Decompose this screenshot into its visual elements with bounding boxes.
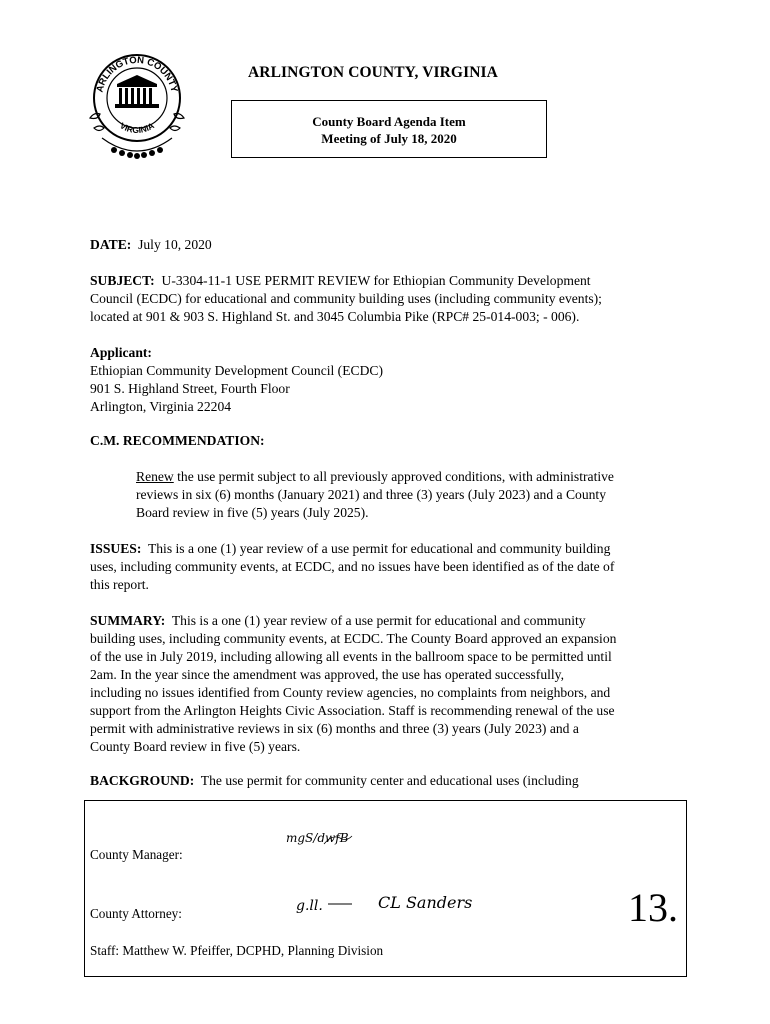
applicant-section: [90, 344, 682, 416]
summary-label: SUMMARY:: [90, 613, 166, 628]
summary-line: County Board review in five (5) years.: [90, 739, 301, 754]
date-label: DATE:: [90, 237, 132, 252]
date-value: July 10, 2020: [138, 237, 212, 252]
agenda-item-title: County Board Agenda Item: [312, 114, 466, 129]
svg-text:ARLINGTON COUNTY: ARLINGTON COUNTY: [94, 54, 180, 94]
subject-line: located at 901 & 903 S. Highland St. and 3045 Columbia Pike (RPC# 25-014-003; - 006).: [90, 309, 580, 324]
subject-label: SUBJECT:: [90, 273, 155, 288]
county-attorney-initials-signature: [294, 890, 356, 920]
recommendation-line: reviews in six (6) months (January 2021) and three (3) years (July 2023) and a County: [136, 487, 607, 502]
issues-line: this report.: [90, 577, 149, 592]
issues-line: This is a one (1) year review of a use permit for educational and community building: [147, 541, 611, 556]
date-line: [90, 236, 682, 254]
issues-label: ISSUES:: [90, 541, 142, 556]
issues-line: uses, including community events, at ECDC, and no issues have been identified as of the date of: [90, 559, 615, 574]
staff-line: Staff: Matthew W. Pfeiffer, DCPHD, Planning Division: [90, 943, 384, 958]
recommendation-label: C.M. RECOMMENDATION:: [90, 433, 265, 448]
summary-line: including no issues identified from County review agencies, no complaints from neighbors, and: [90, 685, 611, 700]
summary-line: building uses, including community events, at ECDC. The County Board approved an expansion: [90, 631, 617, 646]
summary-section: [90, 612, 682, 756]
applicant-label: Applicant:: [90, 345, 152, 360]
county-seal-logo: [84, 46, 190, 164]
recommendation-text: [136, 468, 684, 522]
summary-line: of the use in July 2019, including allowing all events in the ballroom space to be permitted until: [90, 649, 612, 664]
svg-text:VIRGINIA: VIRGINIA: [118, 120, 156, 136]
county-attorney-signature: [376, 888, 473, 918]
agenda-item-number: 13.: [628, 885, 678, 930]
county-manager-initials-signature: [284, 826, 356, 850]
county-attorney-label: County Attorney:: [90, 906, 182, 921]
agenda-item-box: [231, 100, 547, 158]
county-title: ARLINGTON COUNTY, VIRGINIA: [248, 64, 498, 81]
county-manager-label: County Manager:: [90, 847, 183, 862]
background-line: The use permit for community center and educational uses (including: [200, 773, 579, 788]
recommendation-line: the use permit subject to all previously approved conditions, with administrative: [173, 469, 614, 484]
recommendation-line: Board review in five (5) years (July 2025).: [136, 505, 369, 520]
renew-underlined: Renew: [136, 469, 174, 484]
svg-text:mgS/dwfB: mgS/dwfB: [286, 831, 349, 845]
summary-line: permit with administrative reviews in six (6) months and three (3) years (July 2023) and a: [90, 721, 579, 736]
subject-line: Council (ECDC) for educational and community building uses (including community events);: [90, 291, 602, 306]
applicant-street: 901 S. Highland Street, Fourth Floor: [90, 381, 290, 396]
subject-line: U-3304-11-1 USE PERMIT REVIEW for Ethiopian Community Development: [161, 273, 591, 288]
applicant-city: Arlington, Virginia 22204: [90, 399, 232, 414]
summary-line: support from the Arlington Heights Civic Association. Staff is recommending renewal of the use: [90, 703, 615, 718]
applicant-name: Ethiopian Community Development Council (ECDC): [90, 363, 383, 378]
summary-line: 2am. In the year since the amendment was approved, the use has operated successfully,: [90, 667, 564, 682]
meeting-date: Meeting of July 18, 2020: [321, 131, 457, 146]
svg-text:g.ll.: g.ll.: [296, 898, 323, 914]
subject-section: [90, 272, 682, 326]
background-label: BACKGROUND:: [90, 773, 195, 788]
svg-text:CL Sanders: CL Sanders: [378, 893, 473, 912]
issues-section: [90, 540, 682, 594]
background-section: [90, 772, 682, 790]
summary-line: This is a one (1) year review of a use permit for educational and community: [171, 613, 586, 628]
